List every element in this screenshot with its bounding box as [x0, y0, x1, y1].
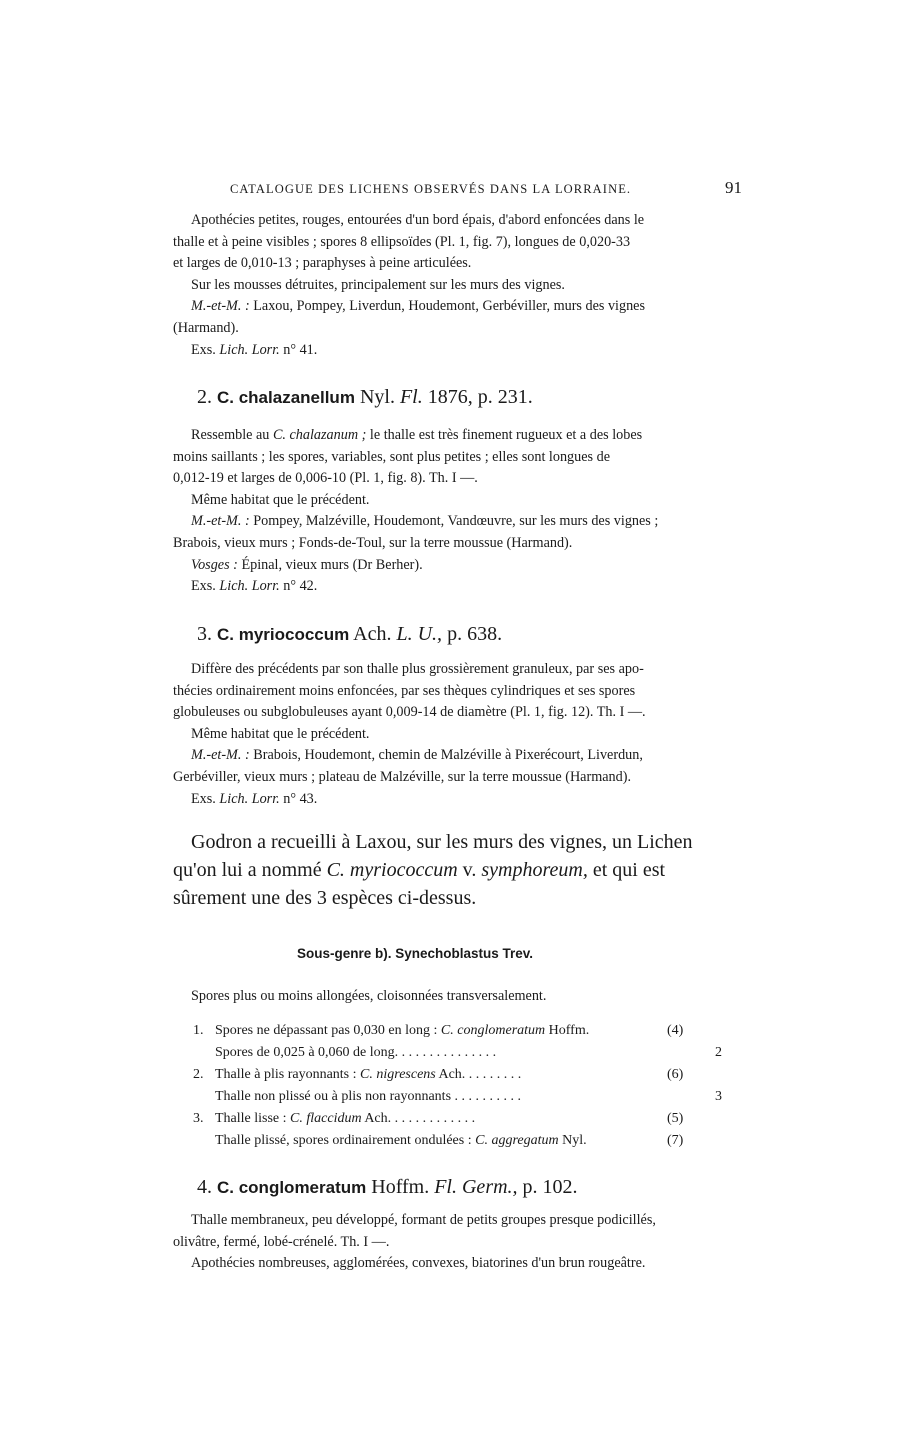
locality-label: Vosges : [191, 556, 238, 573]
locality-text: Épinal, vieux murs (Dr Berher). [237, 556, 423, 573]
key-row [193, 1086, 723, 1108]
locality-text: Brabois, Houdemont, chemin de Malzéville à Pixerécourt, Liverdun, [249, 747, 643, 764]
text-run: Ach. . . . . . . . . . . . . [361, 1111, 476, 1126]
text-run: Hoffm. [545, 1023, 590, 1038]
key-goto: 2 [715, 1045, 722, 1060]
subgenus-desc-line: Spores plus ou moins allongées, cloisonnées transversalement. [191, 988, 547, 1004]
text-run: Thalle à plis rayonnants : [215, 1067, 361, 1082]
habitat-line: Même habitat que le précédent. [191, 491, 370, 508]
species-author: Nyl. [354, 386, 400, 408]
description-line: moins saillants ; les spores, variables, sont plus petites ; elles sont longues de [173, 448, 610, 465]
running-header [230, 178, 742, 197]
description-line: thécies ordinairement moins enfoncées, par ses thèques cylindriques et ses spores [173, 682, 636, 699]
key-row [193, 1108, 723, 1130]
species-citation: p. 102. [517, 1176, 578, 1198]
text-run: le thalle est très finement rugueux et a des lobes [366, 427, 643, 443]
text-run: Thalle lisse : [215, 1111, 291, 1126]
species-heading [197, 1176, 578, 1199]
key-number: 3. [193, 1111, 204, 1126]
text-run: C. conglomeratum [440, 1023, 546, 1038]
locality-line [173, 296, 741, 318]
exsiccata-line [173, 789, 741, 811]
text-run: Thalle non plissé ou à plis non rayonnants . . . . . . . . . . [215, 1089, 522, 1104]
species-4-block [173, 1210, 741, 1275]
species-name: C. chalazanellum [217, 388, 355, 407]
species-number: 4. [197, 1176, 212, 1198]
species-author: Hoffm. [366, 1176, 435, 1198]
species-heading [197, 623, 502, 646]
description-line: globuleuses ou subglobuleuses ayant 0,009-14 de diamètre (Pl. 1, fig. 12). Th. I —. [173, 704, 646, 721]
species-journal: Fl. Germ., [434, 1176, 518, 1198]
species-3-block [173, 659, 741, 810]
locality-line [173, 511, 741, 533]
exs-number: n° 42. [279, 578, 318, 595]
intro-line: et larges de 0,010-13 ; paraphyses à peine articulées. [173, 255, 472, 272]
species-number: 2. [197, 386, 212, 408]
text-run: Spores ne dépassant pas 0,030 en long : [215, 1023, 441, 1038]
dichotomous-key [193, 1020, 723, 1152]
key-text [215, 1130, 587, 1152]
key-number: 2. [193, 1067, 204, 1082]
key-species-ref: (5) [667, 1111, 684, 1126]
key-species-ref: (4) [667, 1023, 684, 1038]
text-run: Spores de 0,025 à 0,060 de long. . . . . . . . . . . . . . . [215, 1045, 497, 1060]
description-line: Thalle membraneux, peu développé, formant de petits groupes presque podicillés, [191, 1212, 656, 1228]
description-line [173, 425, 741, 447]
page-number: 91 [725, 178, 742, 197]
key-text [215, 1086, 521, 1108]
species-heading [197, 386, 533, 409]
text-run: C. nigrescens [360, 1067, 436, 1082]
exs-prefix: Exs. [191, 790, 220, 807]
locality-text: Pompey, Malzéville, Houdemont, Vandœuvre, sur les murs des vignes ; [249, 513, 659, 530]
text-run: C. myriococcum [326, 859, 458, 881]
key-row [193, 1130, 723, 1152]
key-text [215, 1064, 521, 1086]
intro-block [173, 210, 741, 361]
text-run: C. chalazanum ; [272, 427, 367, 443]
description-line: 0,012-19 et larges de 0,006-10 (Pl. 1, fig. 8). Th. I —. [173, 470, 478, 487]
locality-line [173, 745, 741, 767]
species-author: Ach. [349, 623, 397, 645]
species-citation: 1876, p. 231. [422, 386, 533, 408]
key-species-ref: (6) [667, 1067, 684, 1082]
exs-prefix: Exs. [191, 341, 220, 358]
note-line [173, 856, 741, 884]
text-run: Ressemble au [191, 427, 273, 443]
text-run: Thalle plissé, spores ordinairement ondulées : [215, 1133, 476, 1148]
exsiccata-line [173, 340, 741, 362]
intro-line: thalle et à peine visibles ; spores 8 ellipsoïdes (Pl. 1, fig. 7), longues de 0,020-33 [173, 233, 631, 250]
key-text [215, 1108, 475, 1130]
species-citation: p. 638. [442, 623, 503, 645]
intro-line: Apothécies petites, rouges, entourées d'un bord épais, d'abord enfoncées dans le [191, 212, 645, 228]
locality-label: M.-et-M. : [191, 747, 250, 764]
key-row [193, 1064, 723, 1086]
species-number: 3. [197, 623, 212, 645]
text-run: et qui est [587, 859, 666, 881]
species-2-block [173, 425, 741, 598]
exs-title: Lich. Lorr. [219, 790, 280, 807]
species-journal: L. U., [396, 623, 443, 645]
text-run: symphoreum, [481, 859, 588, 881]
exs-title: Lich. Lorr. [219, 578, 280, 595]
locality-text: Laxou, Pompey, Liverdun, Houdemont, Gerbéviller, murs des vignes [249, 298, 645, 315]
exs-title: Lich. Lorr. [219, 341, 280, 358]
note-line: sûrement une des 3 espèces ci-dessus. [173, 887, 477, 909]
description-line: Apothécies nombreuses, agglomérées, convexes, biatorines d'un brun rougeâtre. [191, 1255, 646, 1272]
key-species-ref: (7) [667, 1133, 684, 1148]
text-run: Nyl. [558, 1133, 587, 1148]
text-run: v. [457, 859, 482, 881]
species-name: C. conglomeratum [217, 1178, 367, 1197]
exs-number: n° 41. [279, 341, 318, 358]
exs-prefix: Exs. [191, 578, 220, 595]
running-title: CATALOGUE DES LICHENS OBSERVÉS DANS LA LORRAINE. [230, 182, 632, 196]
text-run: C. aggregatum [475, 1133, 559, 1148]
subgenus-description [173, 986, 741, 1008]
locality-line: (Harmand). [173, 319, 239, 336]
key-number: 1. [193, 1023, 204, 1038]
species-journal: Fl. [399, 386, 423, 408]
exs-number: n° 43. [279, 790, 318, 807]
description-line: Diffère des précédents par son thalle plus grossièrement granuleux, par ses apo- [191, 661, 644, 677]
key-text [215, 1042, 496, 1064]
key-text [215, 1020, 589, 1042]
species-name: C. myriococcum [217, 625, 350, 644]
exsiccata-line [173, 576, 741, 598]
key-row [193, 1020, 723, 1042]
godron-note [173, 828, 741, 912]
description-line: olivâtre, fermé, lobé-crénelé. Th. I —. [173, 1233, 390, 1250]
text-run: Ach. . . . . . . . . [435, 1067, 522, 1082]
key-goto: 3 [715, 1089, 722, 1104]
text-run: C. flaccidum [290, 1111, 362, 1126]
habitat-line: Même habitat que le précédent. [191, 725, 370, 742]
subgenus-heading: Sous-genre b). Synechoblastus Trev. [297, 946, 534, 961]
habitat-line: Sur les mousses détruites, principalement sur les murs des vignes. [191, 276, 565, 293]
locality-label: M.-et-M. : [191, 298, 250, 315]
locality-line [173, 555, 741, 577]
locality-line: Gerbéviller, vieux murs ; plateau de Malzéville, sur la terre moussue (Harmand). [173, 768, 631, 785]
locality-line: Brabois, vieux murs ; Fonds-de-Toul, sur la terre moussue (Harmand). [173, 534, 573, 551]
locality-label: M.-et-M. : [191, 513, 250, 530]
key-row [193, 1042, 723, 1064]
note-line: Godron a recueilli à Laxou, sur les murs des vignes, un Lichen [191, 831, 693, 853]
text-run: qu'on lui a nommé [173, 859, 327, 881]
